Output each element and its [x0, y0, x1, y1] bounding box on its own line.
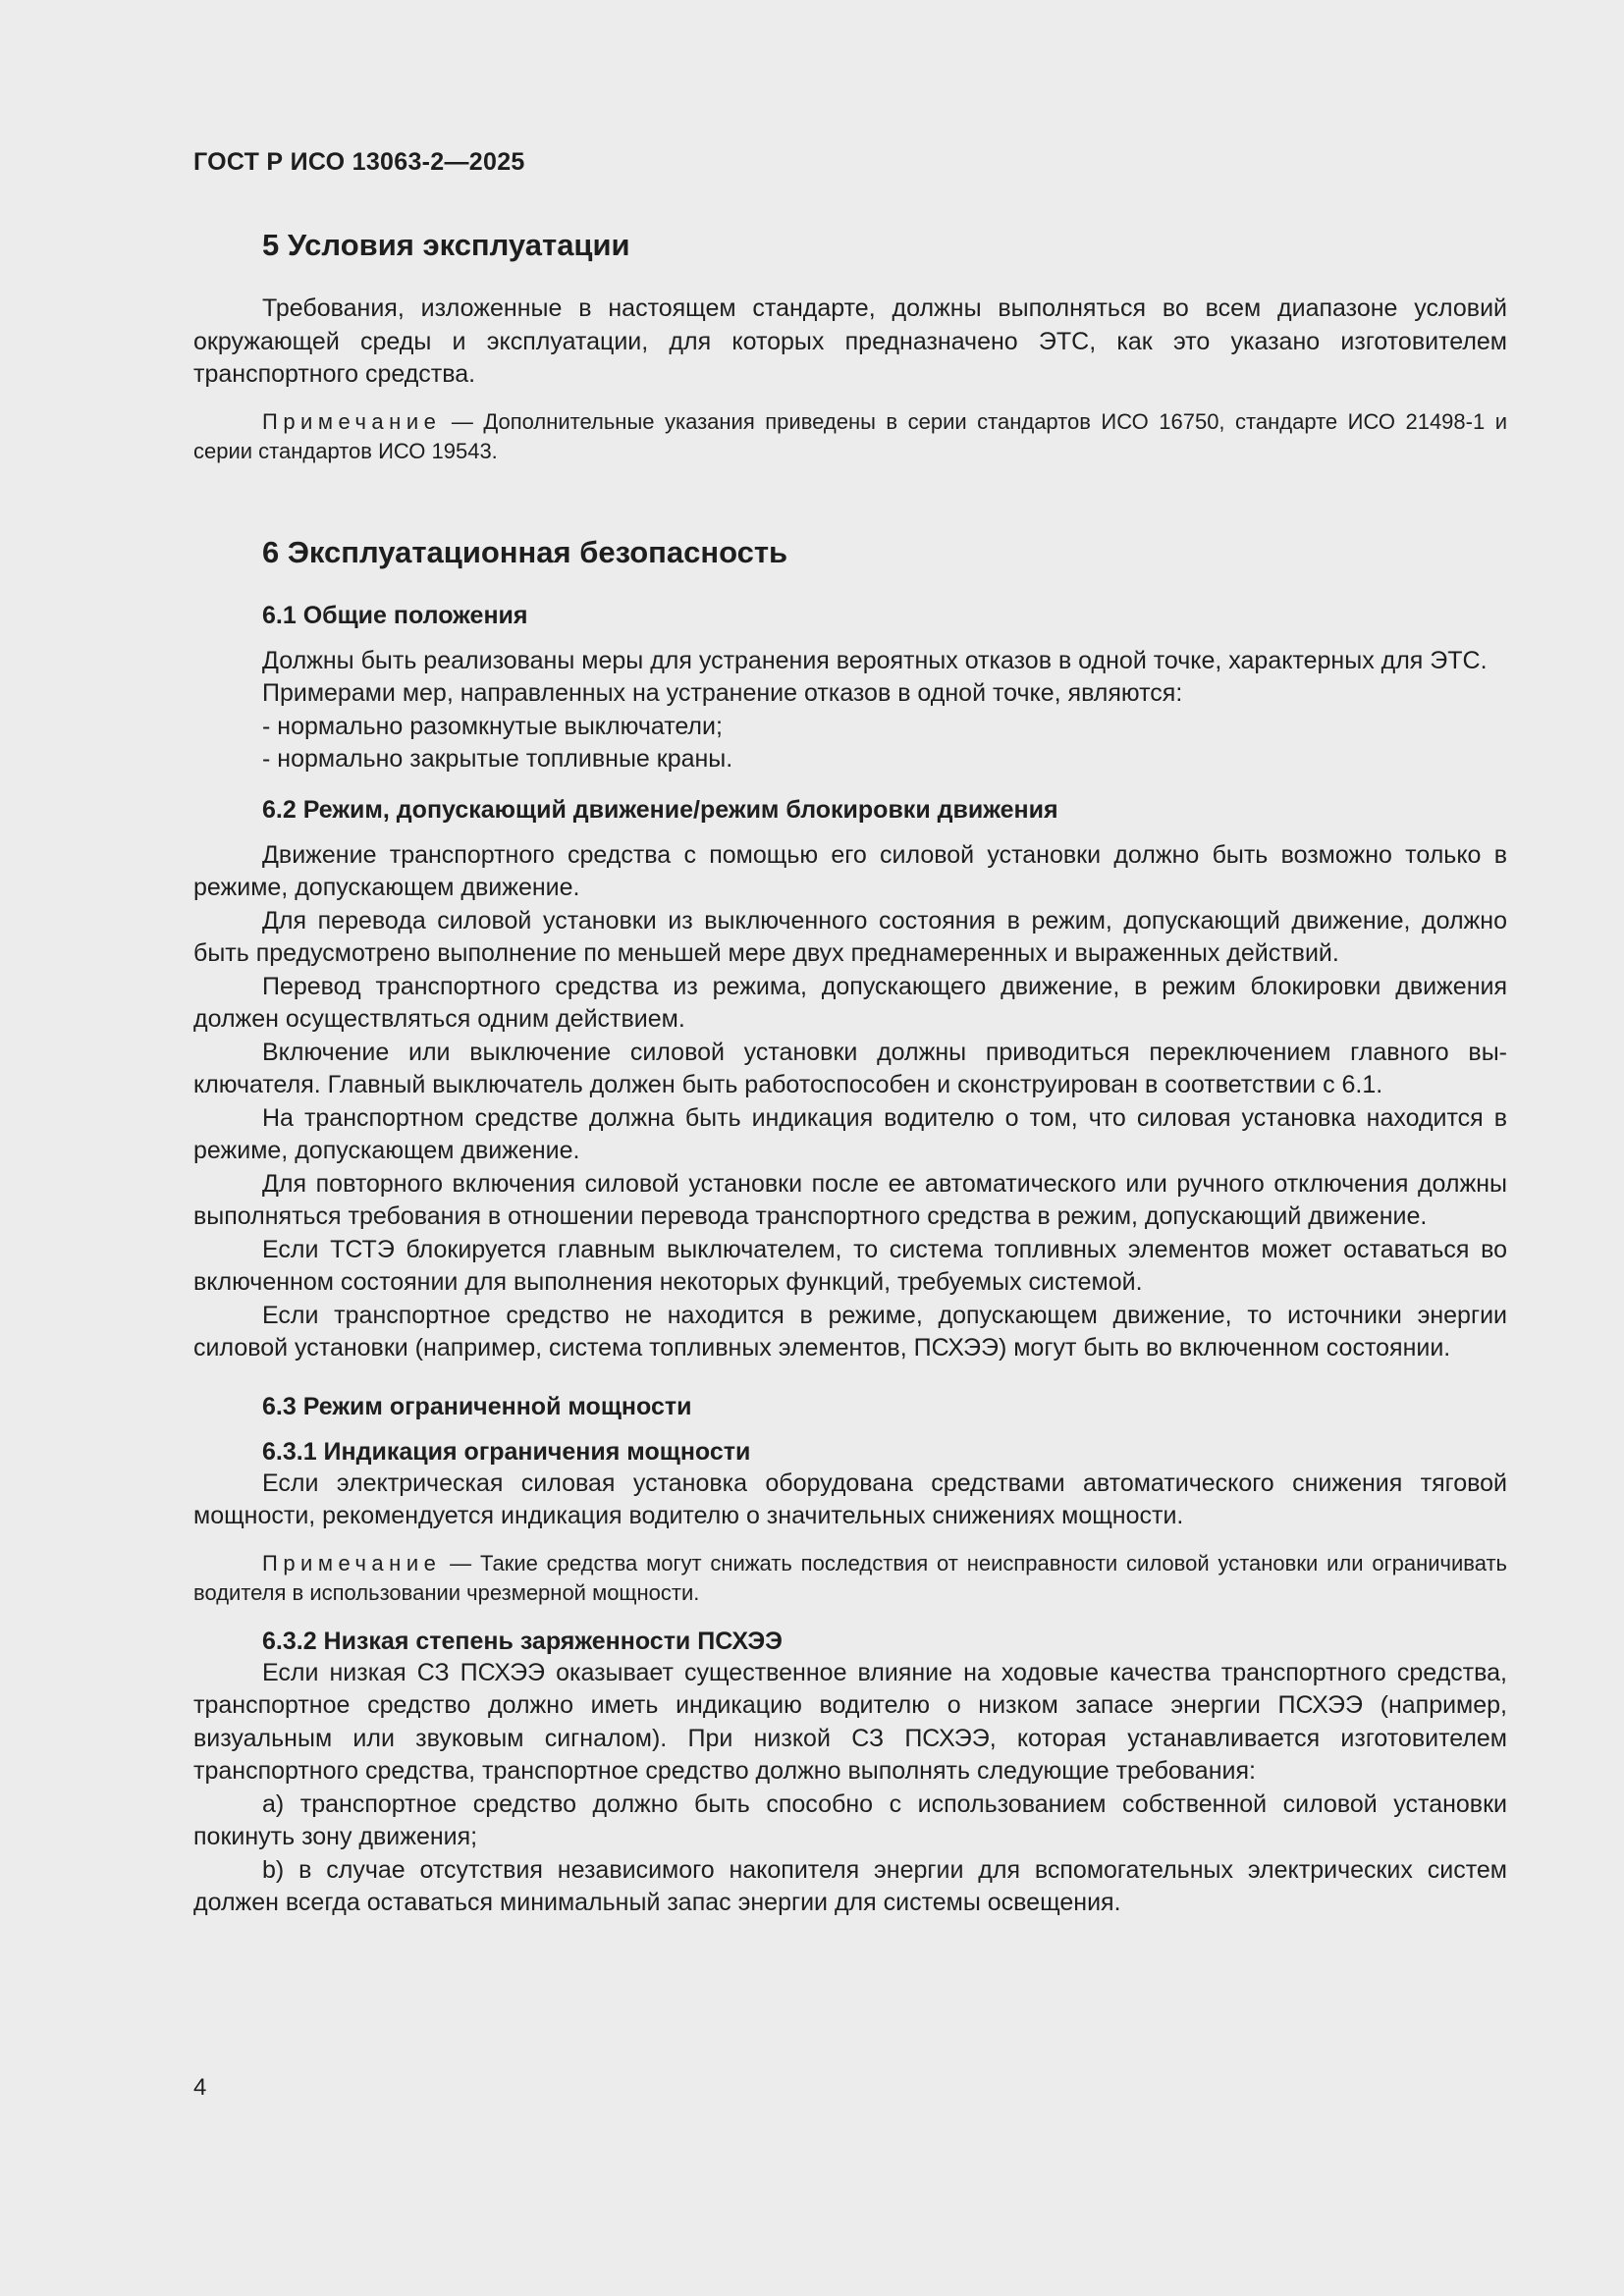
section-6-2-paragraph: Если ТСТЭ блокируется главным выключателем, то система топливных элементов может оставаться во включенном состоянии для выполнения некоторых функций, требуемых системой. [193, 1235, 1507, 1296]
section-6-3-1-paragraph: Если электрическая силовая установка оборудована средствами автоматического снижения тяговой мощности, рекомендуется индикация водителю о значительных снижениях мощности. [193, 1468, 1507, 1529]
section-6-3-1-title: 6.3.1 Индикация ограничения мощности [262, 1437, 751, 1466]
section-6-2-paragraph: Перевод транспортного средства из режима, допускающего движение, в режим блокировки движения должен осуществляться одним действием. [193, 972, 1507, 1033]
section-6-2-paragraph: Движение транспортного средства с помощью его силовой установки должно быть возможно только в режиме, допускающем движение. [193, 840, 1507, 901]
section-5-note [193, 407, 1507, 466]
section-5-paragraph: Требования, изложенные в настоящем стандарте, должны выполняться во всем диапазоне условий окружающей среды и эксплуатации, для которых предназначено ЭТС, как это указано изготовителем транспортного средства. [193, 294, 1507, 388]
list-item: - нормально закрытые топливные краны. [262, 745, 733, 773]
list-item-a: a) транспортное средство должно быть способно с использованием собственной силовой установки покинуть зону движения; [193, 1789, 1507, 1850]
list-item-b: b) в случае отсутствия независимого накопителя энергии для вспомогательных электрических систем должен всегда оставаться минимальный запас энергии для системы освещения. [193, 1855, 1507, 1916]
page-content [193, 216, 1507, 1920]
list-item: - нормально разомкнутые выключатели; [262, 712, 723, 740]
page-number: 4 [193, 2074, 207, 2101]
section-6-3-2-title: 6.3.2 Низкая степень заряженности ПСХЭЭ [262, 1627, 783, 1655]
section-6-2-paragraph: Для перевода силовой установки из выключенного состояния в режим, допускающий движение, должно быть предусмотрено выполнение по меньшей мере двух преднамеренных и выраженных действий. [193, 906, 1507, 967]
section-5-title: 5 Условия эксплуатации [262, 228, 630, 262]
section-6-2-paragraph: На транспортном средстве должна быть индикация водителю о том, что силовая установка находится в режиме, допускающем движение. [193, 1103, 1507, 1164]
section-6-2-paragraph: Для повторного включения силовой установки после ее автоматического или ручного отключения должны выполняться требования в отношении перевода транспортного средства в режим, допускающий движение. [193, 1169, 1507, 1230]
section-6-title: 6 Эксплуатационная безопасность [262, 534, 788, 569]
note-label: Примечание [262, 408, 442, 434]
note-text: — Дополнительные указания приведены в серии стандартов ИСО 16750, стандарте ИСО 21498-1 и серии стандартов ИСО 19543. [193, 408, 1507, 463]
section-6-3-2-paragraph: Если низкая СЗ ПСХЭЭ оказывает существенное влияние на ходовые качества транспортного средства, транспортное средство должно иметь индикацию водителю о низком запасе энергии ПСХЭЭ (например, визуальным или звуковым сигналом). При низкой СЗ ПСХЭЭ, которая устанавливается изготовителем транспортного средства, транспортное средство должно выполнять следующие требования: [193, 1658, 1507, 1785]
section-6-3-1-note [193, 1549, 1507, 1608]
document-code-header: ГОСТ Р ИСО 13063-2—2025 [193, 148, 525, 176]
section-6-1-paragraph: Примерами мер, направленных на устранение отказов в одной точке, являются: [262, 679, 1183, 707]
section-6-2-paragraph: Включение или выключение силовой установки должны приводиться переключением главного выключателя. Главный выключатель должен быть работоспособен и сконструирован в соответствии с 6.1. [193, 1038, 1507, 1098]
section-6-1-paragraph: Должны быть реализованы меры для устранения вероятных отказов в одной точке, характерных для ЭТС. [262, 646, 1488, 674]
note-label: Примечание [262, 1550, 442, 1575]
section-6-1-title: 6.1 Общие положения [262, 601, 528, 629]
section-6-2-paragraph: Если транспортное средство не находится в режиме, допускающем движение, то источники энергии силовой установки (например, система топливных элементов, ПСХЭЭ) могут быть во включенном состоянии. [193, 1301, 1507, 1362]
section-6-3-title: 6.3 Режим ограниченной мощности [262, 1392, 692, 1420]
section-6-2-title: 6.2 Режим, допускающий движение/режим блокировки движения [262, 795, 1058, 824]
note-text: — Такие средства могут снижать последствия от неисправности силовой установки или ограничивать водителя в использовании чрезмерной мощности. [193, 1550, 1507, 1605]
